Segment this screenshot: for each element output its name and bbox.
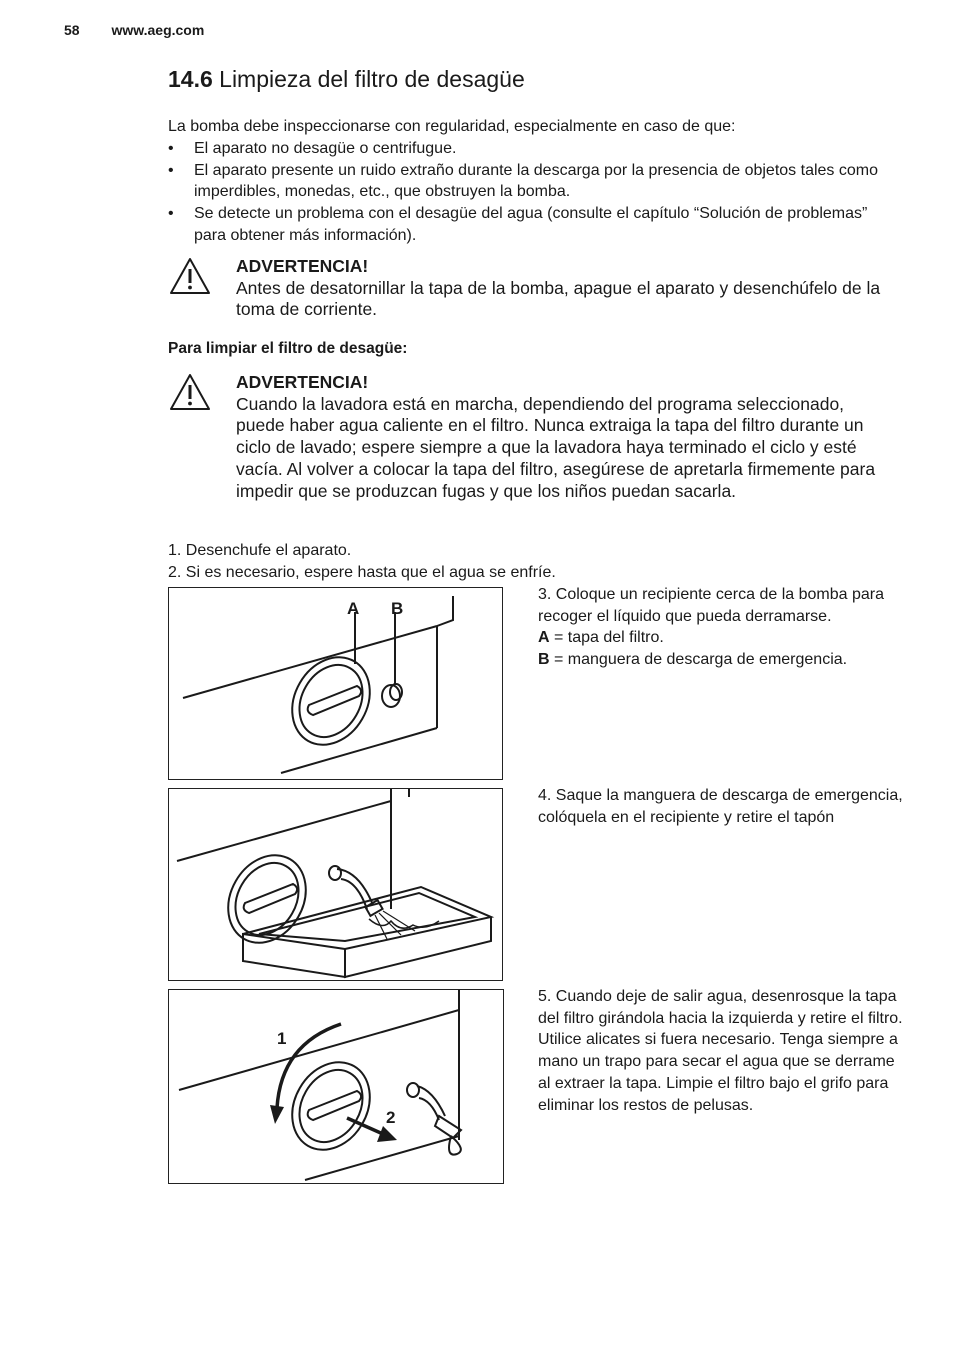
warning-title: ADVERTENCIA! [236,372,369,392]
step-2: 2. Si es necesario, espere hasta que el agua se enfríe. [168,563,556,581]
caption-step-4: 4. Saque la manguera de descarga de emergencia, colóquela en el recipiente y retire el tapón [538,787,903,826]
legend-b-text: = manguera de descarga de emergencia. [549,651,848,669]
warning-title: ADVERTENCIA! [236,256,369,276]
step-1: 1. Desenchufe el aparato. [168,542,352,559]
legend-a [538,627,908,649]
drain-hose-illustration [169,789,502,980]
bullet-text: El aparato no desagüe o centrifugue. [194,140,457,157]
section-number: 14.6 [168,66,213,92]
unscrew-filter-illustration [169,990,503,1183]
page-number: 58 [64,22,80,38]
label-2: 2 [386,1108,396,1127]
label-b: B [391,599,404,618]
bullet-mark: • [168,161,174,179]
list-item [168,138,898,160]
page-header [64,22,204,38]
list-item [168,203,898,246]
label-1: 1 [277,1029,287,1048]
steps-list [168,540,898,583]
section-title-text: Limpieza del filtro de desagüe [219,66,525,92]
legend-b-key: B [538,651,550,669]
caption-text: 3. Coloque un recipiente cerca de la bomba para recoger el líquido que pueda derramarse. [538,586,884,625]
bullet-text: El aparato presente un ruido extraño durante la descarga por la presencia de objetos tales como imperdibles, monedas, etc., que obstruyen la bomba. [194,161,878,201]
list-item [168,160,898,203]
caption-step-3 [538,584,908,671]
legend-a-text: = tapa del filtro. [549,629,664,647]
bullet-text: Se detecte un problema con el desagüe del agua (consulte el capítulo “Solución de problemas” para obtener más información). [194,205,868,244]
section-title [168,66,525,93]
figure-unscrew-filter [168,989,504,1184]
legend-a-key: A [538,629,550,647]
intro-paragraph: La bomba debe inspeccionarse con regularidad, especialmente en caso de que: [168,118,736,135]
bullet-mark: • [168,205,174,223]
warning-text: Antes de desatornillar la tapa de la bomba, apague el aparato y desenchúfelo de la toma de corriente. [236,277,881,320]
legend-b [538,649,908,671]
warning-triangle-icon [168,372,212,412]
caption-step-5: 5. Cuando deje de salir agua, desenrosque la tapa del filtro girándola hacia la izquierda y retire el filtro. Utilice alicates si fuera necesario. Tenga siempre a mano un trapo para secar el agua que se derrame al extraer la tapa. Limpie el filtro bajo el grifo para eliminar los restos de pelusas. [538,988,903,1114]
filter-cover-illustration [169,588,502,779]
header-url: www.aeg.com [111,22,205,38]
subheading: Para limpiar el filtro de desagüe: [168,340,408,357]
figure-drain-hose [168,788,503,981]
warning-box-1 [168,256,888,326]
label-a: A [347,599,360,618]
bullet-list [168,138,898,247]
warning-text: Cuando la lavadora está en marcha, dependiendo del programa seleccionado, puede haber agua caliente en el filtro. Nunca extraiga la tapa del filtro durante un ciclo de lavado; espere siempre a que la lavadora haya terminado el ciclo y esté vacía. Al volver a colocar la tapa del filtro, asegúrese de apretarla firmemente para impedir que se produzcan fugas y que los niños puedan sacarla. [236,393,876,501]
figure-filter-cover [168,587,503,780]
warning-box-2 [168,372,888,532]
bullet-mark: • [168,140,174,157]
warning-triangle-icon [168,256,212,296]
